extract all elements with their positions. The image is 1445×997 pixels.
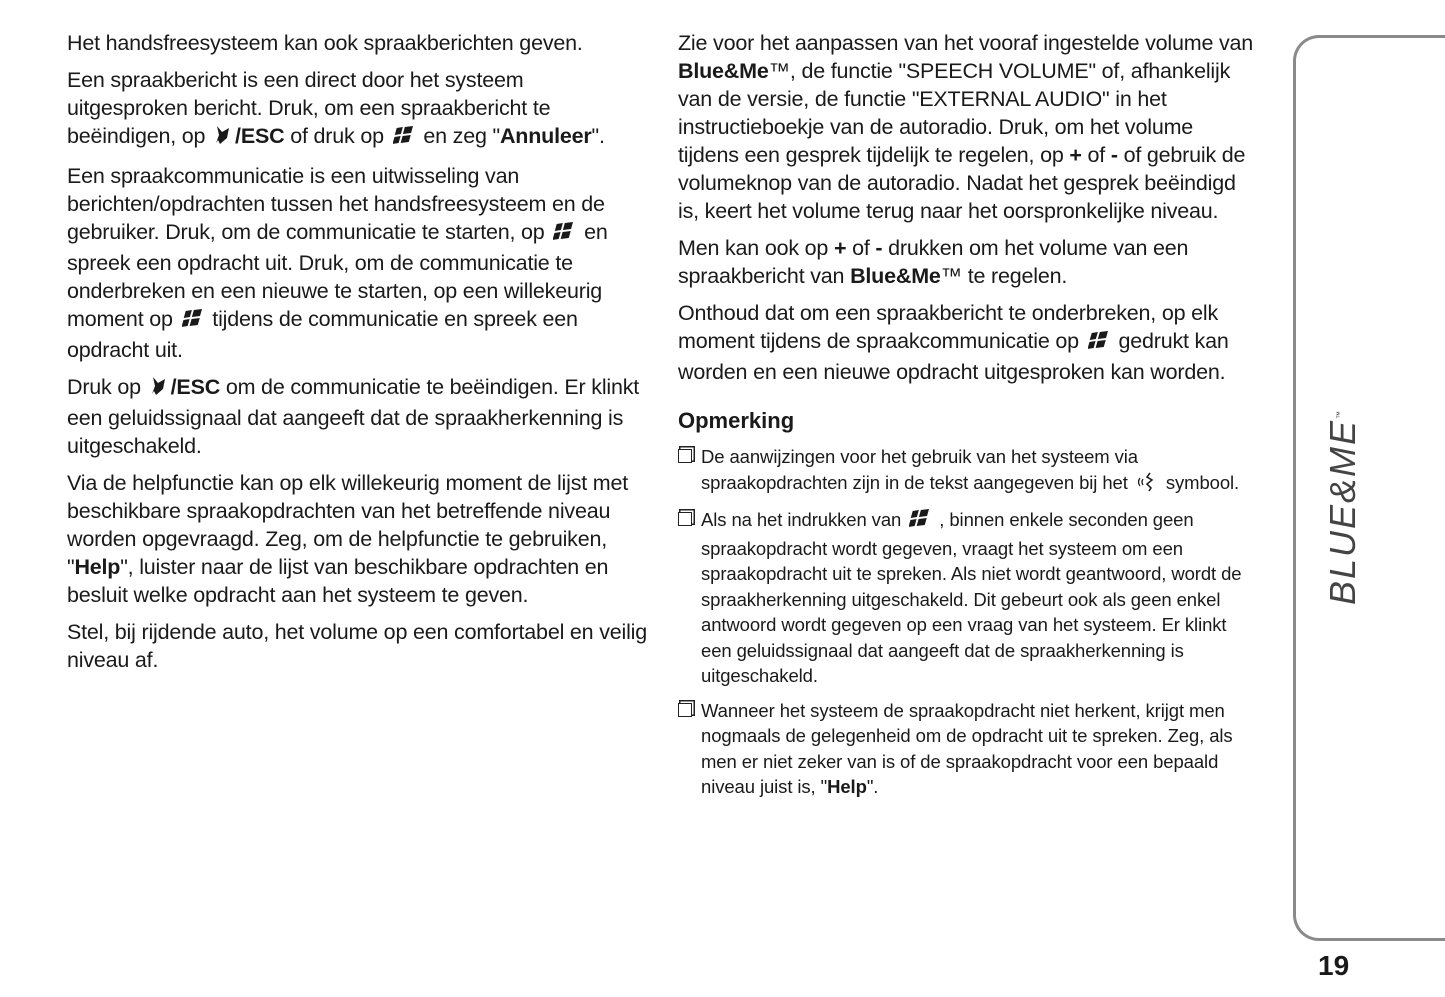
- text-run: ".: [591, 124, 605, 148]
- text-run: Onthoud dat om een spraakbericht te onderbreken, op elk moment tijdens de spraakcommunicatie op: [678, 301, 1218, 353]
- text-run: of: [1081, 143, 1111, 167]
- voice-command-icon: [393, 125, 415, 153]
- text-run: drukken om het volume van een spraakbericht van: [678, 236, 1189, 288]
- text-run: Het handsfreesysteem kan ook spraakberichten geven.: [67, 31, 583, 55]
- paragraph: [67, 162, 647, 364]
- checkbox-bullet-icon: [678, 449, 692, 463]
- text-run: om de communicatie te beëindigen. Er klinkt een geluidssignaal dat aangeeft dat de spraakherkenning is uitgeschakeld.: [67, 375, 640, 458]
- paragraph: [678, 29, 1258, 225]
- text-run: ", luister naar de lijst van beschikbare opdrachten en besluit welke opdracht aan het systeem te geven.: [67, 555, 609, 607]
- right-paragraphs: [678, 29, 1258, 386]
- text-run: De aanwijzingen voor het gebruik van het systeem via spraakopdrachten zijn in de tekst aangegeven bij het: [701, 446, 1138, 493]
- checkbox-bullet-icon: [678, 512, 692, 526]
- paragraph: [678, 299, 1258, 386]
- page-number: 19: [1318, 950, 1350, 981]
- side-tab: [1293, 35, 1445, 941]
- text-run: ™, de functie "SPEECH VOLUME" of, afhankelijk van de versie, de functie "EXTERNAL AUDIO" in het instructieboekje van de autoradio. Druk, om het volume tijdens een gesprek tijdelijk te regelen, op: [678, 59, 1231, 167]
- logo-text: BLUE&ME: [1322, 418, 1363, 605]
- paragraph: [67, 469, 647, 609]
- speech-symbol-icon: [1136, 470, 1158, 499]
- paragraph: [67, 29, 647, 57]
- bold-text: Help: [74, 555, 121, 579]
- left-column: [67, 29, 647, 683]
- blue-and-me-logo: [1322, 409, 1364, 605]
- text-run: Men kan ook op: [678, 236, 834, 260]
- text-run: gedrukt kan worden en een nieuwe opdracht uitgesproken kan worden.: [678, 329, 1229, 384]
- text-run: en spreek een opdracht uit. Druk, om de communicatie te onderbreken en een nieuwe te starten, op een willekeurig moment op: [67, 220, 608, 331]
- text-run: , binnen enkele seconden geen spraakopdracht wordt gegeven, vraagt het systeem om een spraakopdracht uit te spreken. Als niet wordt geantwoord, wordt de spraakherkenning uitgeschakeld. Dit gebeurt ook als geen enkel antwoord wordt gegeven op een vraag van het systeem. Er klinkt een geluidssignaal dat aangeeft dat de spraakherkenning is uitgeschakeld.: [701, 509, 1242, 686]
- paragraph: [67, 66, 647, 153]
- voice-command-icon: [1088, 330, 1110, 358]
- logo-tm: ™: [1335, 408, 1344, 419]
- text-run: ™ te regelen.: [940, 264, 1068, 288]
- bold-text: Blue&Me: [850, 264, 941, 288]
- bold-text: -: [1110, 143, 1118, 167]
- text-run: symbool.: [1160, 471, 1240, 493]
- checkbox-bullet-icon: [678, 703, 692, 717]
- voice-command-icon: [182, 308, 204, 336]
- text-run: Zie voor het aanpassen van het vooraf ingestelde volume van: [678, 31, 1254, 55]
- text-run: tijdens de communicatie en spreek een opdracht uit.: [67, 307, 578, 362]
- voice-command-icon: [909, 509, 931, 536]
- text-run: Druk op: [67, 375, 147, 399]
- note-heading: Opmerking: [678, 408, 795, 433]
- text-run: of: [846, 236, 876, 260]
- bold-text: +: [1069, 143, 1082, 167]
- bold-text: Help: [827, 776, 867, 797]
- bold-text: Blue&Me: [678, 59, 769, 83]
- notes-list: [678, 444, 1258, 800]
- text-run: Een spraakcommunicatie is een uitwisseling van berichten/opdrachten tussen het handsfreesysteem en de gebruiker. Druk, om de communicatie te starten, op: [67, 164, 605, 244]
- voice-command-icon: [553, 221, 575, 249]
- bold-text: Annuleer: [499, 124, 592, 148]
- bold-text: /ESC: [235, 124, 285, 148]
- text-run: Stel, bij rijdende auto, het volume op een comfortabel en veilig niveau af.: [67, 620, 648, 672]
- right-column: [678, 29, 1258, 809]
- paragraph: [678, 234, 1258, 290]
- mute-esc-icon: [214, 124, 232, 153]
- paragraph: [67, 618, 647, 674]
- note-item: [678, 444, 1258, 498]
- bold-text: +: [833, 236, 847, 260]
- mute-esc-icon: [150, 375, 168, 404]
- bold-text: -: [875, 236, 883, 260]
- text-run: Wanneer het systeem de spraakopdracht niet herkent, krijgt men nogmaals de gelegenheid om de opdracht uit te spreken. Zeg, als men er niet zeker van is of de spraakopdracht voor een bepaald niveau juist is, ": [701, 699, 1233, 797]
- text-run: Als na het indrukken van: [701, 509, 907, 530]
- bold-text: /ESC: [170, 375, 221, 399]
- text-run: ".: [866, 776, 879, 797]
- text-run: Een spraakbericht is een direct door het systeem uitgesproken bericht. Druk, om een spraakbericht te beëindigen, op: [67, 68, 551, 148]
- note-item: [678, 507, 1258, 689]
- text-run: of druk op: [284, 124, 390, 148]
- text-run: en zeg ": [417, 124, 500, 148]
- text-run: Via de helpfunctie kan op elk willekeurig moment de lijst met beschikbare spraakopdrachten van het betreffende niveau worden opgevraagd. Zeg, om de helpfunctie te gebruiken, ": [67, 471, 629, 579]
- note-item: [678, 698, 1258, 800]
- paragraph: [67, 373, 647, 460]
- text-run: of gebruik de volumeknop van de autoradio. Nadat het gesprek beëindigd is, keert het volume terug naar het oorspronkelijke niveau.: [678, 143, 1246, 223]
